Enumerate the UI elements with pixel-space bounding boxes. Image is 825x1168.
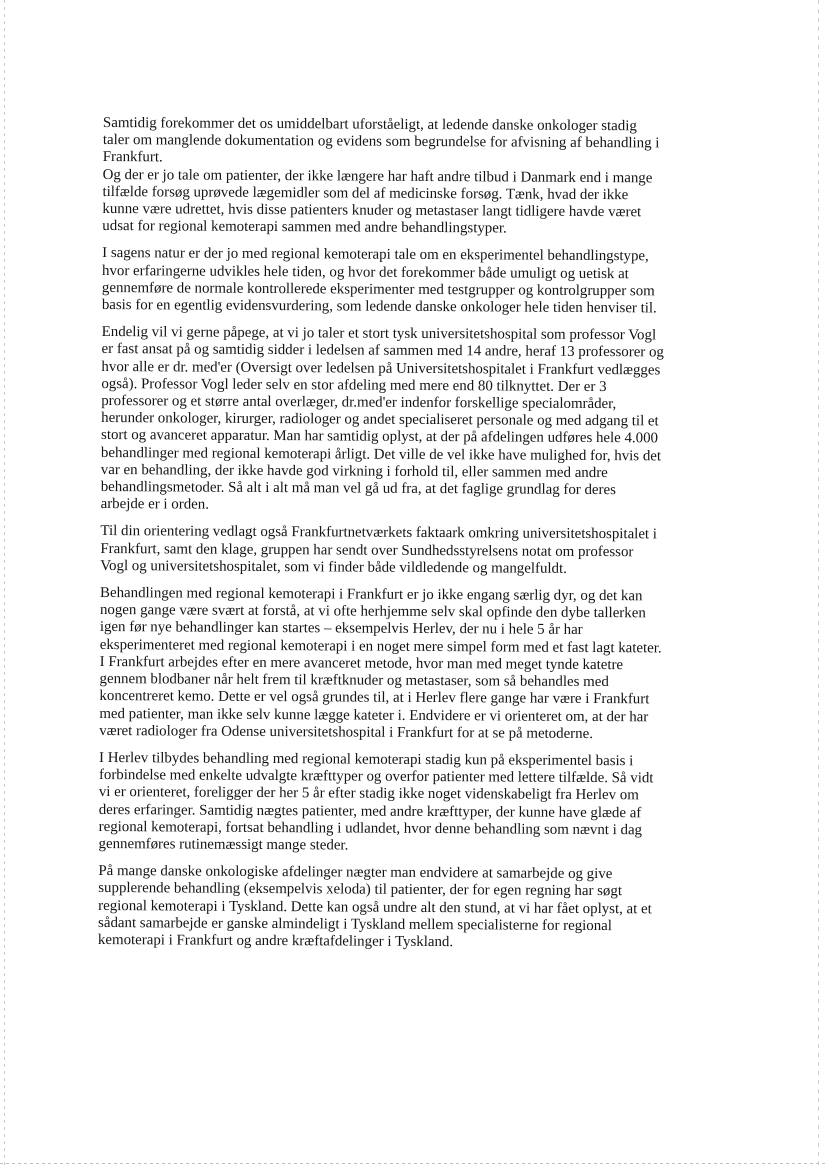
- text-line: taler om manglende dokumentation og evidens som begrundelse for afvisning af behandling i: [102, 132, 660, 152]
- text-line: regional kemoterapi i Tyskland. Dette kan også undre alt den stund, at vi har fået oplyst, at et: [98, 897, 652, 917]
- text-line: med patienter, man ikke selv kunne lægge kateter i. Endvidere er vi orienteret om, at der har: [99, 705, 649, 725]
- scan-edge-left: [4, 0, 5, 1168]
- scan-edge-bottom: [0, 1163, 825, 1164]
- text-line: Vogl og universitetshospitalet, som vi finder både vildledende og mangelfuldt.: [100, 557, 567, 577]
- text-line: forbindelse med enkelte udvalgte kræfttyper og overfor patienter med lettere tilfælde. Så vidt: [98, 767, 654, 787]
- text-line: var en behandling, der ikke havde god virkning i forhold til, eller sammen med andre: [100, 461, 608, 481]
- text-line: sådant samarbejde er ganske almindeligt i Tyskland mellem specialisterne for regional: [98, 914, 613, 934]
- text-line: gennemføres rutinemæssigt mange steder.: [98, 835, 349, 854]
- text-line: tilfælde forsøg uprøvede lægemidler som del af medicinske forsøg. Tænk, hvad der ikke: [102, 183, 629, 204]
- text-line: været radiologer fra Odense universitetshospital i Frankfurt for at se på metoderne.: [99, 722, 593, 742]
- text-line: basis for en egentlig evidensvurdering, som ledende danske onkologer hele tiden henviser til.: [101, 297, 657, 317]
- text-line: stort og avanceret apparatur. Man har samtidig oplyst, at der på afdelingen udføres hele 4.000: [100, 427, 659, 447]
- text-line: deres erfaringer. Samtidig nægtes patienter, med andre kræfttyper, der kunne have glæde af: [98, 801, 642, 821]
- text-line: vi er orienteret, foreligger der her 5 år efter stadig ikke noget videnskabeligt fra Herlev om: [98, 784, 639, 804]
- text-line: kemoterapi i Frankfurt og andre kræftafdelinger i Tyskland.: [97, 931, 454, 951]
- paragraph: [102, 115, 728, 239]
- text-line: også). Professor Vogl leder selv en stor afdeling med mere end 80 tilknyttet. Der er 3: [101, 375, 607, 395]
- text-line: arbejde er i orden.: [100, 496, 209, 513]
- text-line: På mange danske onkologiske afdelinger nægter man endvidere at samarbejde og give: [98, 863, 613, 883]
- text-line: Og der er jo tale om patienter, der ikke længere har haft andre tilbud i Danmark end i mange: [102, 166, 653, 186]
- text-line: supplerende behandling (eksempelvis xeloda) til patienter, der for egen regning har søgt: [98, 880, 623, 900]
- text-line: Frankfurt, samt den klage, gruppen har sendt over Sundhedsstyrelsens notat om professor: [100, 540, 634, 560]
- text-line: behandlingsmetoder. Så alt i alt må man vel gå ud fra, at det faglige grundlag for deres: [100, 479, 616, 499]
- text-line: udsat for regional kemoterapi sammen med andre behandlingstyper.: [102, 218, 507, 237]
- scan-edge-right: [818, 0, 819, 1168]
- text-line: gennemføre de normale kontrollerede eksperimenter med testgrupper og kontrolgrupper som: [101, 279, 655, 300]
- text-line: nogen gange være svært at forstå, at vi ofte herhjemme selv skal opfinde den dybe tallerken: [99, 602, 646, 622]
- text-line: eksperimenteret med regional kemoterapi i en noget mere simpel form med et fast lagt kateter.: [99, 636, 662, 657]
- text-line: regional kemoterapi, fortsat behandling i udlandet, hvor denne behandling som nævnt i dag: [98, 818, 643, 839]
- paragraph: [101, 324, 727, 517]
- text-line: kunne være udrettet, hvis disse patienters knuder og metastaser langt tidligere havde været: [102, 201, 642, 221]
- paragraph: [100, 523, 725, 578]
- text-line: gennem blodbaner når helt frem til kræftknuder og metastaser, som så behandles med: [99, 671, 609, 691]
- text-line: Frankfurt.: [102, 149, 163, 166]
- text-line: Behandlingen med regional kemoterapi i Frankfurt er jo ikke engang særlig dyr, og det kan: [100, 585, 643, 605]
- text-line: hvor erfaringerne udvikles hele tiden, og hvor det forekommer både umuligt og uetisk at: [102, 262, 629, 282]
- text-line: igen før nye behandlinger kan startes – eksempelvis Herlev, der nu i hele 5 år har: [99, 619, 583, 639]
- text-line: hvor alle er dr. med'er (Oversigt over ledelsen på Universitetshospitalet i Frankfurt vedlægges: [101, 358, 661, 379]
- text-line: herunder onkologer, kirurger, radiologer og andet specialiseret personale og med adgang til et: [101, 410, 659, 430]
- text-line: professorer og et større antal overlæger, dr.med'er indenfor forskellige specialområder,: [101, 393, 617, 413]
- text-line: I Frankfurt arbejdes efter en mere avanceret metode, hvor man med meget tynde katetre: [99, 653, 624, 674]
- text-line: I sagens natur er der jo med regional kemoterapi tale om en eksperimentel behandlingstype,: [102, 245, 649, 265]
- paragraph: [98, 863, 724, 953]
- paragraph: [102, 245, 727, 318]
- text-line: I Herlev tilbydes behandling med regional kemoterapi stadig kun på eksperimentel basis i: [99, 749, 634, 770]
- text-line: Samtidig forekommer det os umiddelbart uforståeligt, at ledende danske onkologer stadig: [102, 115, 637, 135]
- paragraph: [98, 750, 724, 857]
- letter-body: [98, 115, 728, 963]
- text-line: koncentreret kemo. Dette er vel også grundes til, at i Herlev flere gange har være i Frankfurt: [99, 688, 650, 708]
- text-line: er fast ansat på og samtidig sidder i ledelsen af sammen med 14 andre, heraf 13 professorer og: [101, 341, 664, 361]
- text-line: Til din orientering vedlagt også Frankfurtnetværkets faktaark omkring universitetshospitalet i: [100, 523, 658, 543]
- text-line: Endelig vil vi gerne påpege, at vi jo taler et stort tysk universitetshospital som professor Vogl: [101, 324, 657, 344]
- text-line: behandlinger med regional kemoterapi årligt. Det ville de vel ikke have mulighed for, hvis det: [100, 444, 662, 465]
- paragraph: [99, 585, 725, 744]
